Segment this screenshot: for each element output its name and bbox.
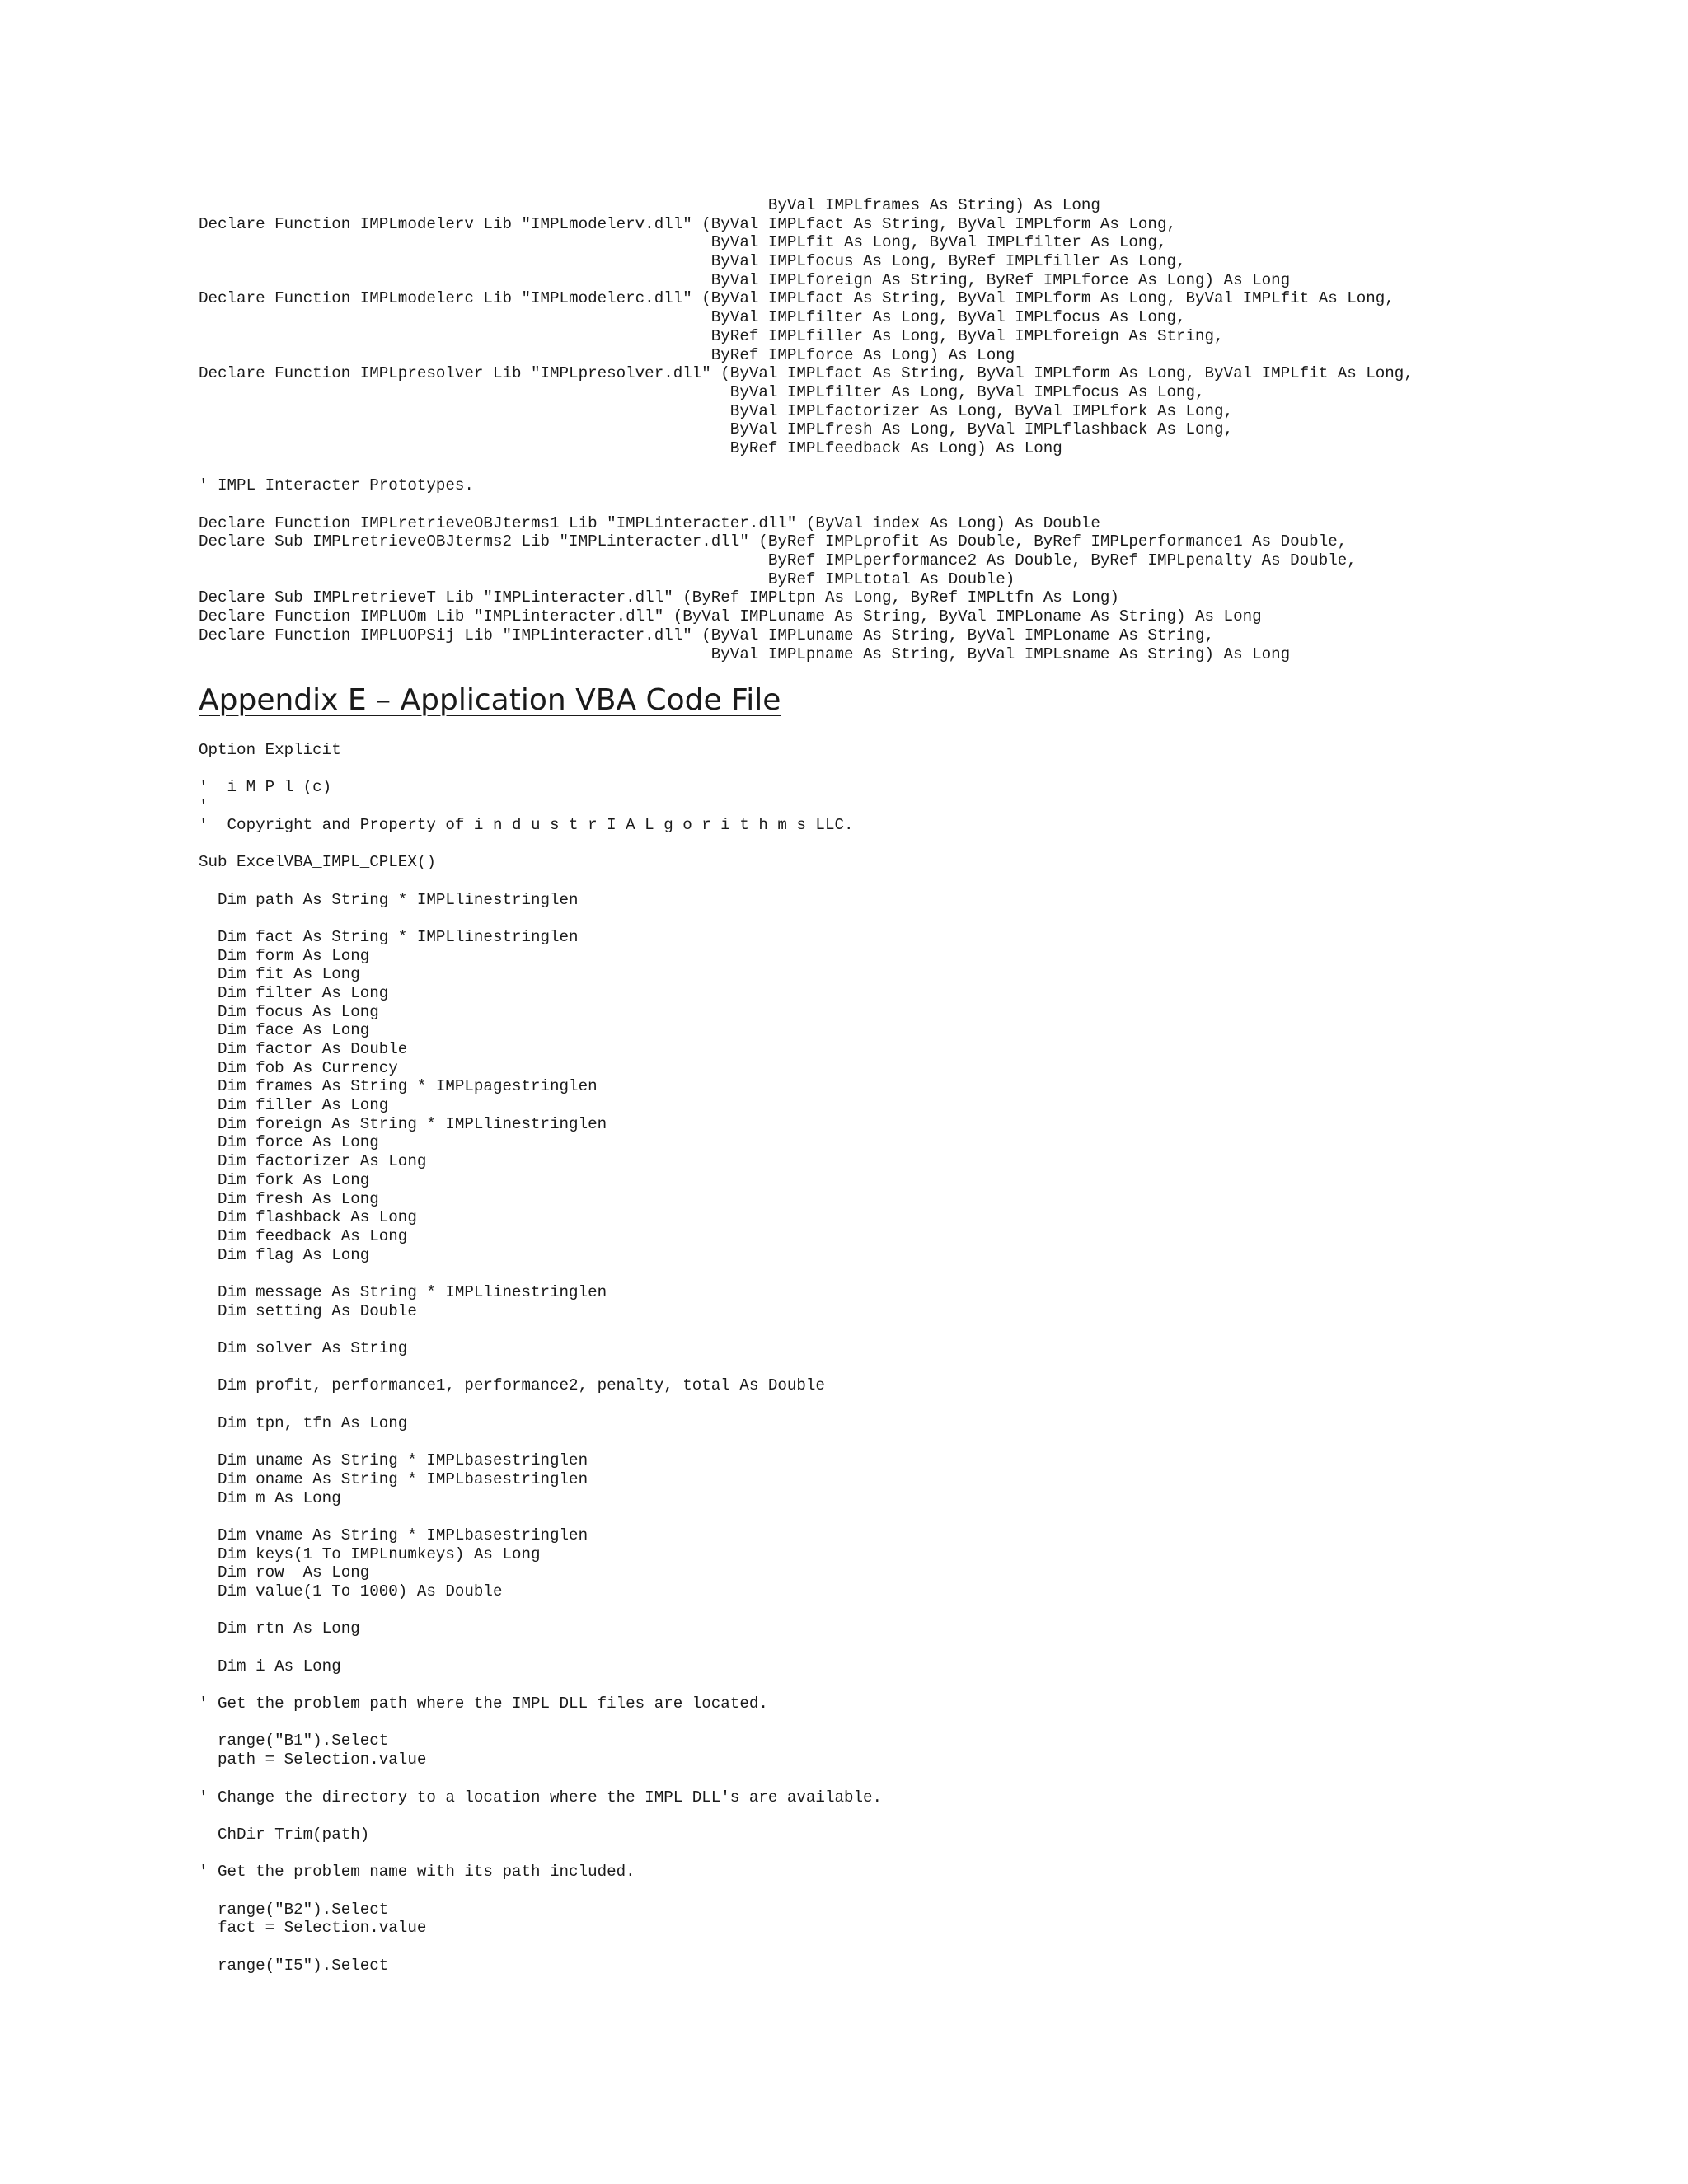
code-line: Dim tpn, tfn As Long [199,1413,408,1432]
code-line [199,1675,882,1694]
code-line: Dim flag As Long [199,1245,370,1264]
code-line: ChDir Trim(path) [199,1825,370,1844]
code-line: ByRef IMPLforce As Long) As Long [199,345,1015,364]
code-line [199,1713,882,1732]
code-line: Dim factorizer As Long [199,1152,427,1171]
code-line [199,909,882,928]
code-line: Dim flashback As Long [199,1208,417,1227]
code-line: Dim foreign As String * IMPLlinestringlen [199,1114,607,1133]
code-line: range("B2").Select [199,1900,389,1919]
code-line: Dim frames As String * IMPLpagestringlen [199,1077,598,1096]
code-block-declarations [199,196,1414,663]
code-line: Sub ExcelVBA_IMPL_CPLEX() [199,853,436,872]
code-line: ByVal IMPLpname As String, ByVal IMPLsname As String) As Long [199,644,1291,663]
code-line: Dim m As Long [199,1488,341,1507]
code-line [199,872,882,891]
code-line: Dim fact As String * IMPLlinestringlen [199,927,579,946]
code-line: Dim form As Long [199,946,370,965]
code-line: Declare Sub IMPLretrieveOBJterms2 Lib "IMPLinteracter.dll" (ByRef IMPLprofit As Double, ByRef IMPLperformance1 As Double, [199,532,1348,551]
code-line: Dim fit As Long [199,965,360,984]
code-line [199,1320,882,1339]
code-line: ByVal IMPLfilter As Long, ByVal IMPLfocus As Long, [199,308,1186,327]
code-line [199,1882,882,1900]
code-line: Declare Function IMPLpresolver Lib "IMPLpresolver.dll" (ByVal IMPLfact As String, ByVal IMPLform As Long, ByVal IMPLfit As Long, [199,364,1414,383]
code-line: Dim focus As Long [199,1002,379,1021]
code-line: ByRef IMPLfiller As Long, ByVal IMPLforeign As String, [199,326,1224,345]
code-line: Dim keys(1 To IMPLnumkeys) As Long [199,1544,541,1563]
code-line: Declare Function IMPLmodelerv Lib "IMPLmodelerv.dll" (ByVal IMPLfact As String, ByVal IMPLform As Long, [199,214,1176,233]
code-line: Dim path As String * IMPLlinestringlen [199,890,579,909]
code-line: ' Get the problem path where the IMPL DLL files are located. [199,1694,768,1713]
appendix-heading: Appendix E – Application VBA Code File [199,683,781,717]
code-line: Dim rtn As Long [199,1619,360,1638]
code-line: ByRef IMPLperformance2 As Double, ByRef IMPLpenalty As Double, [199,551,1357,570]
code-line: ByVal IMPLframes As String) As Long [199,196,1100,214]
code-line: Declare Function IMPLUOm Lib "IMPLinteracter.dll" (ByVal IMPLuname As String, ByVal IMPLoname As String) As Long [199,607,1262,626]
code-line: Dim profit, performance1, performance2, penalty, total As Double [199,1376,825,1395]
code-line [199,1601,882,1620]
code-line [199,1432,882,1451]
code-line: ByVal IMPLfit As Long, ByVal IMPLfilter As Long, [199,233,1167,252]
code-line: ' Change the directory to a location where the IMPL DLL's are available. [199,1788,883,1807]
code-line: ByVal IMPLfresh As Long, ByVal IMPLflashback As Long, [199,420,1234,439]
code-line [199,1807,882,1825]
code-line: ByVal IMPLforeign As String, ByRef IMPLforce As Long) As Long [199,270,1291,289]
code-line: Dim fork As Long [199,1170,370,1189]
code-line: fact = Selection.value [199,1919,427,1938]
code-line: Dim solver As String [199,1339,408,1357]
code-line: ' IMPL Interacter Prototypes. [199,476,474,495]
code-line: Dim filter As Long [199,983,389,1002]
code-line: Declare Function IMPLretrieveOBJterms1 Lib "IMPLinteracter.dll" (ByVal index As Long) As Double [199,513,1100,532]
code-line [199,495,1414,514]
code-block-vba [199,741,882,1975]
code-line: range("B1").Select [199,1732,389,1750]
code-line [199,1769,882,1788]
code-line: Dim face As Long [199,1021,370,1040]
code-line: ByRef IMPLtotal As Double) [199,569,1015,588]
code-line: ByVal IMPLfilter As Long, ByVal IMPLfocus As Long, [199,382,1205,401]
code-line [199,1638,882,1657]
code-line: path = Selection.value [199,1750,427,1769]
code-line: Dim force As Long [199,1133,379,1152]
code-line: ' i M P l (c) [199,778,332,797]
code-line: Declare Function IMPLmodelerc Lib "IMPLmodelerc.dll" (ByVal IMPLfact As String, ByVal IMPLform As Long, ByVal IMPLfit As Long, [199,289,1395,308]
code-line: Dim i As Long [199,1657,341,1675]
code-line [199,760,882,779]
code-line [199,834,882,853]
code-line: Dim value(1 To 1000) As Double [199,1582,503,1601]
code-line: ' [199,797,209,816]
code-line [199,458,1414,477]
code-line: Dim oname As String * IMPLbasestringlen [199,1469,588,1488]
code-line: Declare Sub IMPLretrieveT Lib "IMPLinteracter.dll" (ByRef IMPLtpn As Long, ByRef IMPLtfn As Long) [199,588,1119,607]
code-line: Dim fresh As Long [199,1189,379,1208]
code-line: Dim filler As Long [199,1096,389,1115]
code-line [199,1507,882,1526]
code-line: ByVal IMPLfactorizer As Long, ByVal IMPLfork As Long, [199,401,1234,420]
code-line: Dim factor As Double [199,1040,408,1058]
code-line: Declare Function IMPLUOPSij Lib "IMPLinteracter.dll" (ByVal IMPLuname As String, ByVal IMPLoname As String, [199,626,1215,644]
code-line: Dim row As Long [199,1563,370,1582]
code-line: range("I5").Select [199,1956,389,1975]
code-line [199,1844,882,1863]
code-line: Dim message As String * IMPLlinestringlen [199,1282,607,1301]
code-line [199,1938,882,1957]
code-line [199,1358,882,1377]
code-line [199,1395,882,1414]
code-line: ByRef IMPLfeedback As Long) As Long [199,438,1062,457]
code-line: ByVal IMPLfocus As Long, ByRef IMPLfiller As Long, [199,252,1186,271]
code-line: Dim uname As String * IMPLbasestringlen [199,1451,588,1470]
code-line: ' Copyright and Property of i n d u s t r I A L g o r i t h m s LLC. [199,815,854,834]
code-line: ' Get the problem name with its path included. [199,1863,635,1882]
code-line: Option Explicit [199,741,341,759]
code-line: Dim vname As String * IMPLbasestringlen [199,1526,588,1544]
code-line: Dim fob As Currency [199,1058,398,1077]
code-line [199,1264,882,1283]
code-line: Dim setting As Double [199,1301,417,1320]
code-line: Dim feedback As Long [199,1226,408,1245]
